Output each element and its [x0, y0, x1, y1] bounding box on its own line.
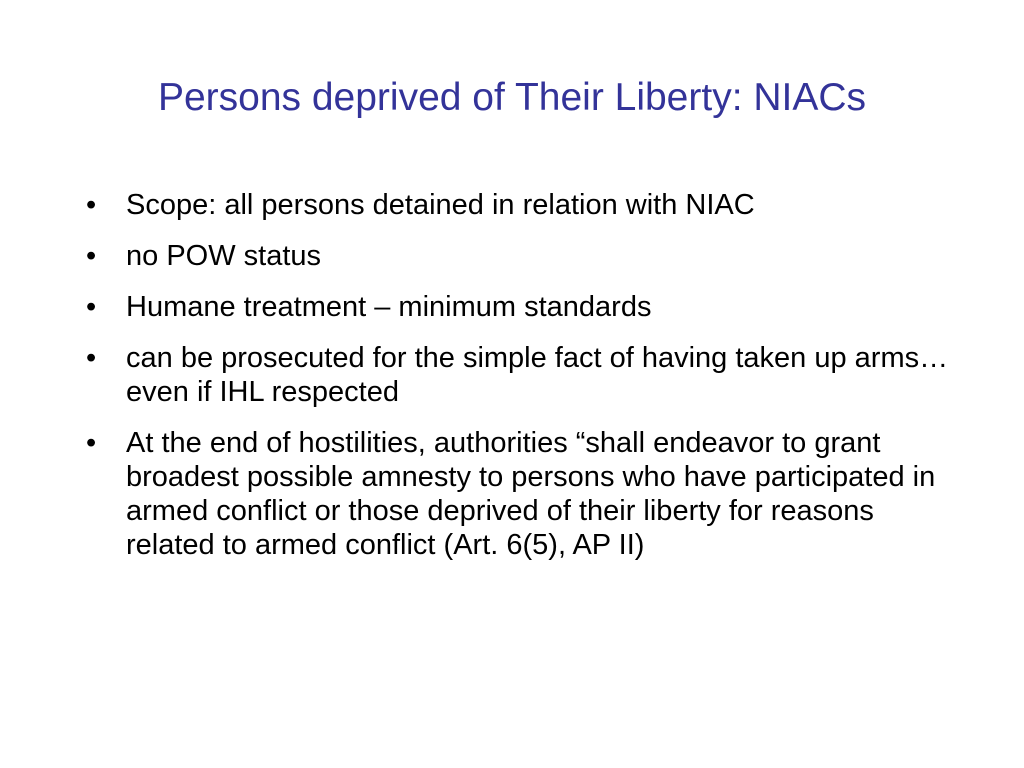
bullet-item — [86, 426, 956, 562]
bullet-text: Humane treatment – minimum standards — [126, 291, 652, 323]
bullet-item — [86, 188, 956, 222]
bullet-item — [86, 239, 956, 273]
bullet-text: no POW status — [126, 240, 322, 272]
bullet-marker: • — [86, 342, 97, 374]
bullet-item — [86, 341, 956, 409]
bullet-item — [86, 290, 956, 324]
bullet-text: At the end of hostilities, authorities “shall endeavor to grant broadest possible amnesty to persons who have participated in armed conflict or those deprived of their liberty for reasons related to armed conflict (Art. 6(5), AP II) — [126, 427, 936, 561]
bullet-list — [86, 188, 956, 579]
bullet-marker: • — [86, 240, 97, 272]
bullet-text: Scope: all persons detained in relation with NIAC — [126, 189, 755, 221]
slide-title: Persons deprived of Their Liberty: NIACs — [157, 76, 867, 119]
bullet-text: can be prosecuted for the simple fact of having taken up arms…even if IHL respected — [126, 342, 949, 408]
bullet-marker: • — [86, 189, 97, 221]
bullet-marker: • — [86, 427, 97, 459]
bullet-marker: • — [86, 291, 97, 323]
